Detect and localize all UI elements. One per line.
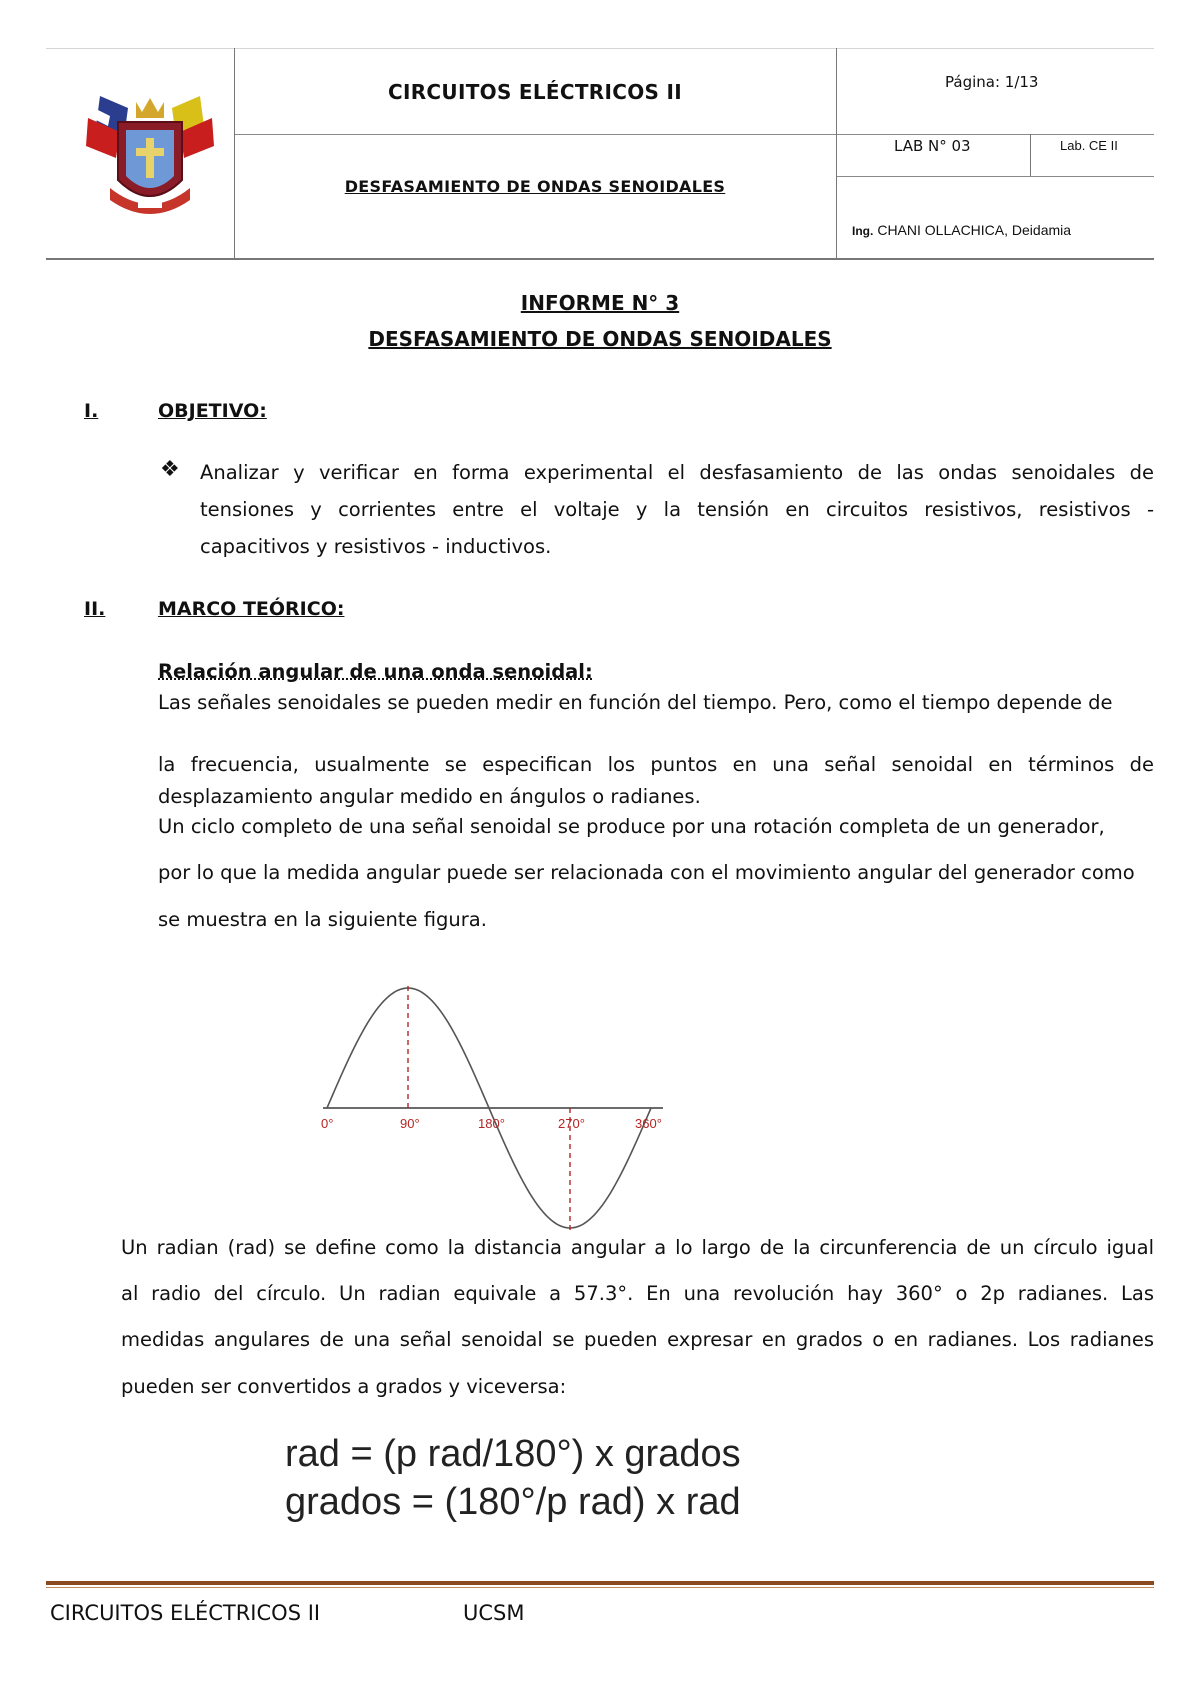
formula-grados: grados = (180°/p rad) x rad: [285, 1481, 741, 1523]
paragraph-1-line: la frecuencia, usualmente se especifican los puntos en una señal senoidal en términos de: [158, 753, 1154, 776]
paragraph-1-line: Las señales senoidales se pueden medir en función del tiempo. Pero, como el tiempo depende de: [158, 691, 1113, 714]
report-title: INFORME N° 3: [520, 291, 680, 315]
footer-rule: [46, 1581, 1154, 1585]
paragraph-3-line: pueden ser convertidos a grados y viceversa:: [121, 1375, 567, 1398]
tick-label-270: 270°: [558, 1116, 585, 1131]
paragraph-3-line: al radio del círculo. Un radian equivale a 57.3°. En una revolución hay 360° o 2p radianes. Las: [121, 1282, 1154, 1305]
tick-label-0: 0°: [321, 1116, 334, 1131]
section-1-heading: OBJETIVO:: [158, 400, 267, 422]
lab-number: LAB N° 03: [894, 137, 971, 155]
page-number: Página: 1/13: [945, 73, 1039, 91]
report-subtitle: DESFASAMIENTO DE ONDAS SENOIDALES: [368, 327, 832, 351]
lab-code: Lab. CE II: [1060, 138, 1118, 153]
tick-label-90: 90°: [400, 1116, 420, 1131]
instructor-name: CHANI OLLACHICA, Deidamia: [877, 222, 1072, 238]
footer-course: CIRCUITOS ELÉCTRICOS II: [50, 1601, 321, 1625]
paragraph-2-line: Un ciclo completo de una señal senoidal se produce por una rotación completa de un generador,: [158, 815, 1105, 838]
course-title: CIRCUITOS ELÉCTRICOS II: [388, 80, 682, 104]
paragraph-1-line: desplazamiento angular medido en ángulos o radianes.: [158, 785, 701, 808]
footer-rule-thin: [46, 1587, 1154, 1588]
tick-label-180: 180°: [478, 1116, 505, 1131]
section-1-numeral: I.: [84, 400, 99, 422]
section-2-numeral: II.: [84, 598, 106, 620]
section-2-heading: MARCO TEÓRICO:: [158, 598, 345, 620]
diamond-bullet-icon: ❖: [160, 457, 180, 482]
university-logo: [80, 88, 220, 224]
objective-line: Analizar y verificar en forma experimental el desfasamiento de las ondas senoidales de: [200, 461, 1154, 484]
instructor-prefix: Ing.: [852, 224, 874, 238]
tick-label-360: 360°: [635, 1116, 662, 1131]
paragraph-3-line: Un radian (rad) se define como la distancia angular a lo largo de la circunferencia de un círculo igual: [121, 1236, 1154, 1259]
instructor: [852, 222, 1071, 238]
footer-university: UCSM: [463, 1601, 525, 1625]
paragraph-2-line: por lo que la medida angular puede ser relacionada con el movimiento angular del generador como: [158, 861, 1135, 884]
document-subtitle: DESFASAMIENTO DE ONDAS SENOIDALES: [344, 177, 726, 196]
conversion-formula: [285, 1430, 741, 1526]
sine-wave-figure: [315, 978, 675, 1242]
objective-line: capacitivos y resistivos - inductivos.: [200, 535, 552, 558]
paragraph-3-line: medidas angulares de una señal senoidal se pueden expresar en grados o en radianes. Los radianes: [121, 1328, 1154, 1351]
paragraph-2-line: se muestra en la siguiente figura.: [158, 908, 487, 931]
objective-line: tensiones y corrientes entre el voltaje y la tensión en circuitos resistivos, resistivos -: [200, 498, 1154, 521]
subheading-angular-relation: Relación angular de una onda senoidal:: [158, 660, 593, 683]
objective-text: [200, 454, 1154, 565]
formula-rad: rad = (p rad/180°) x grados: [285, 1433, 741, 1475]
